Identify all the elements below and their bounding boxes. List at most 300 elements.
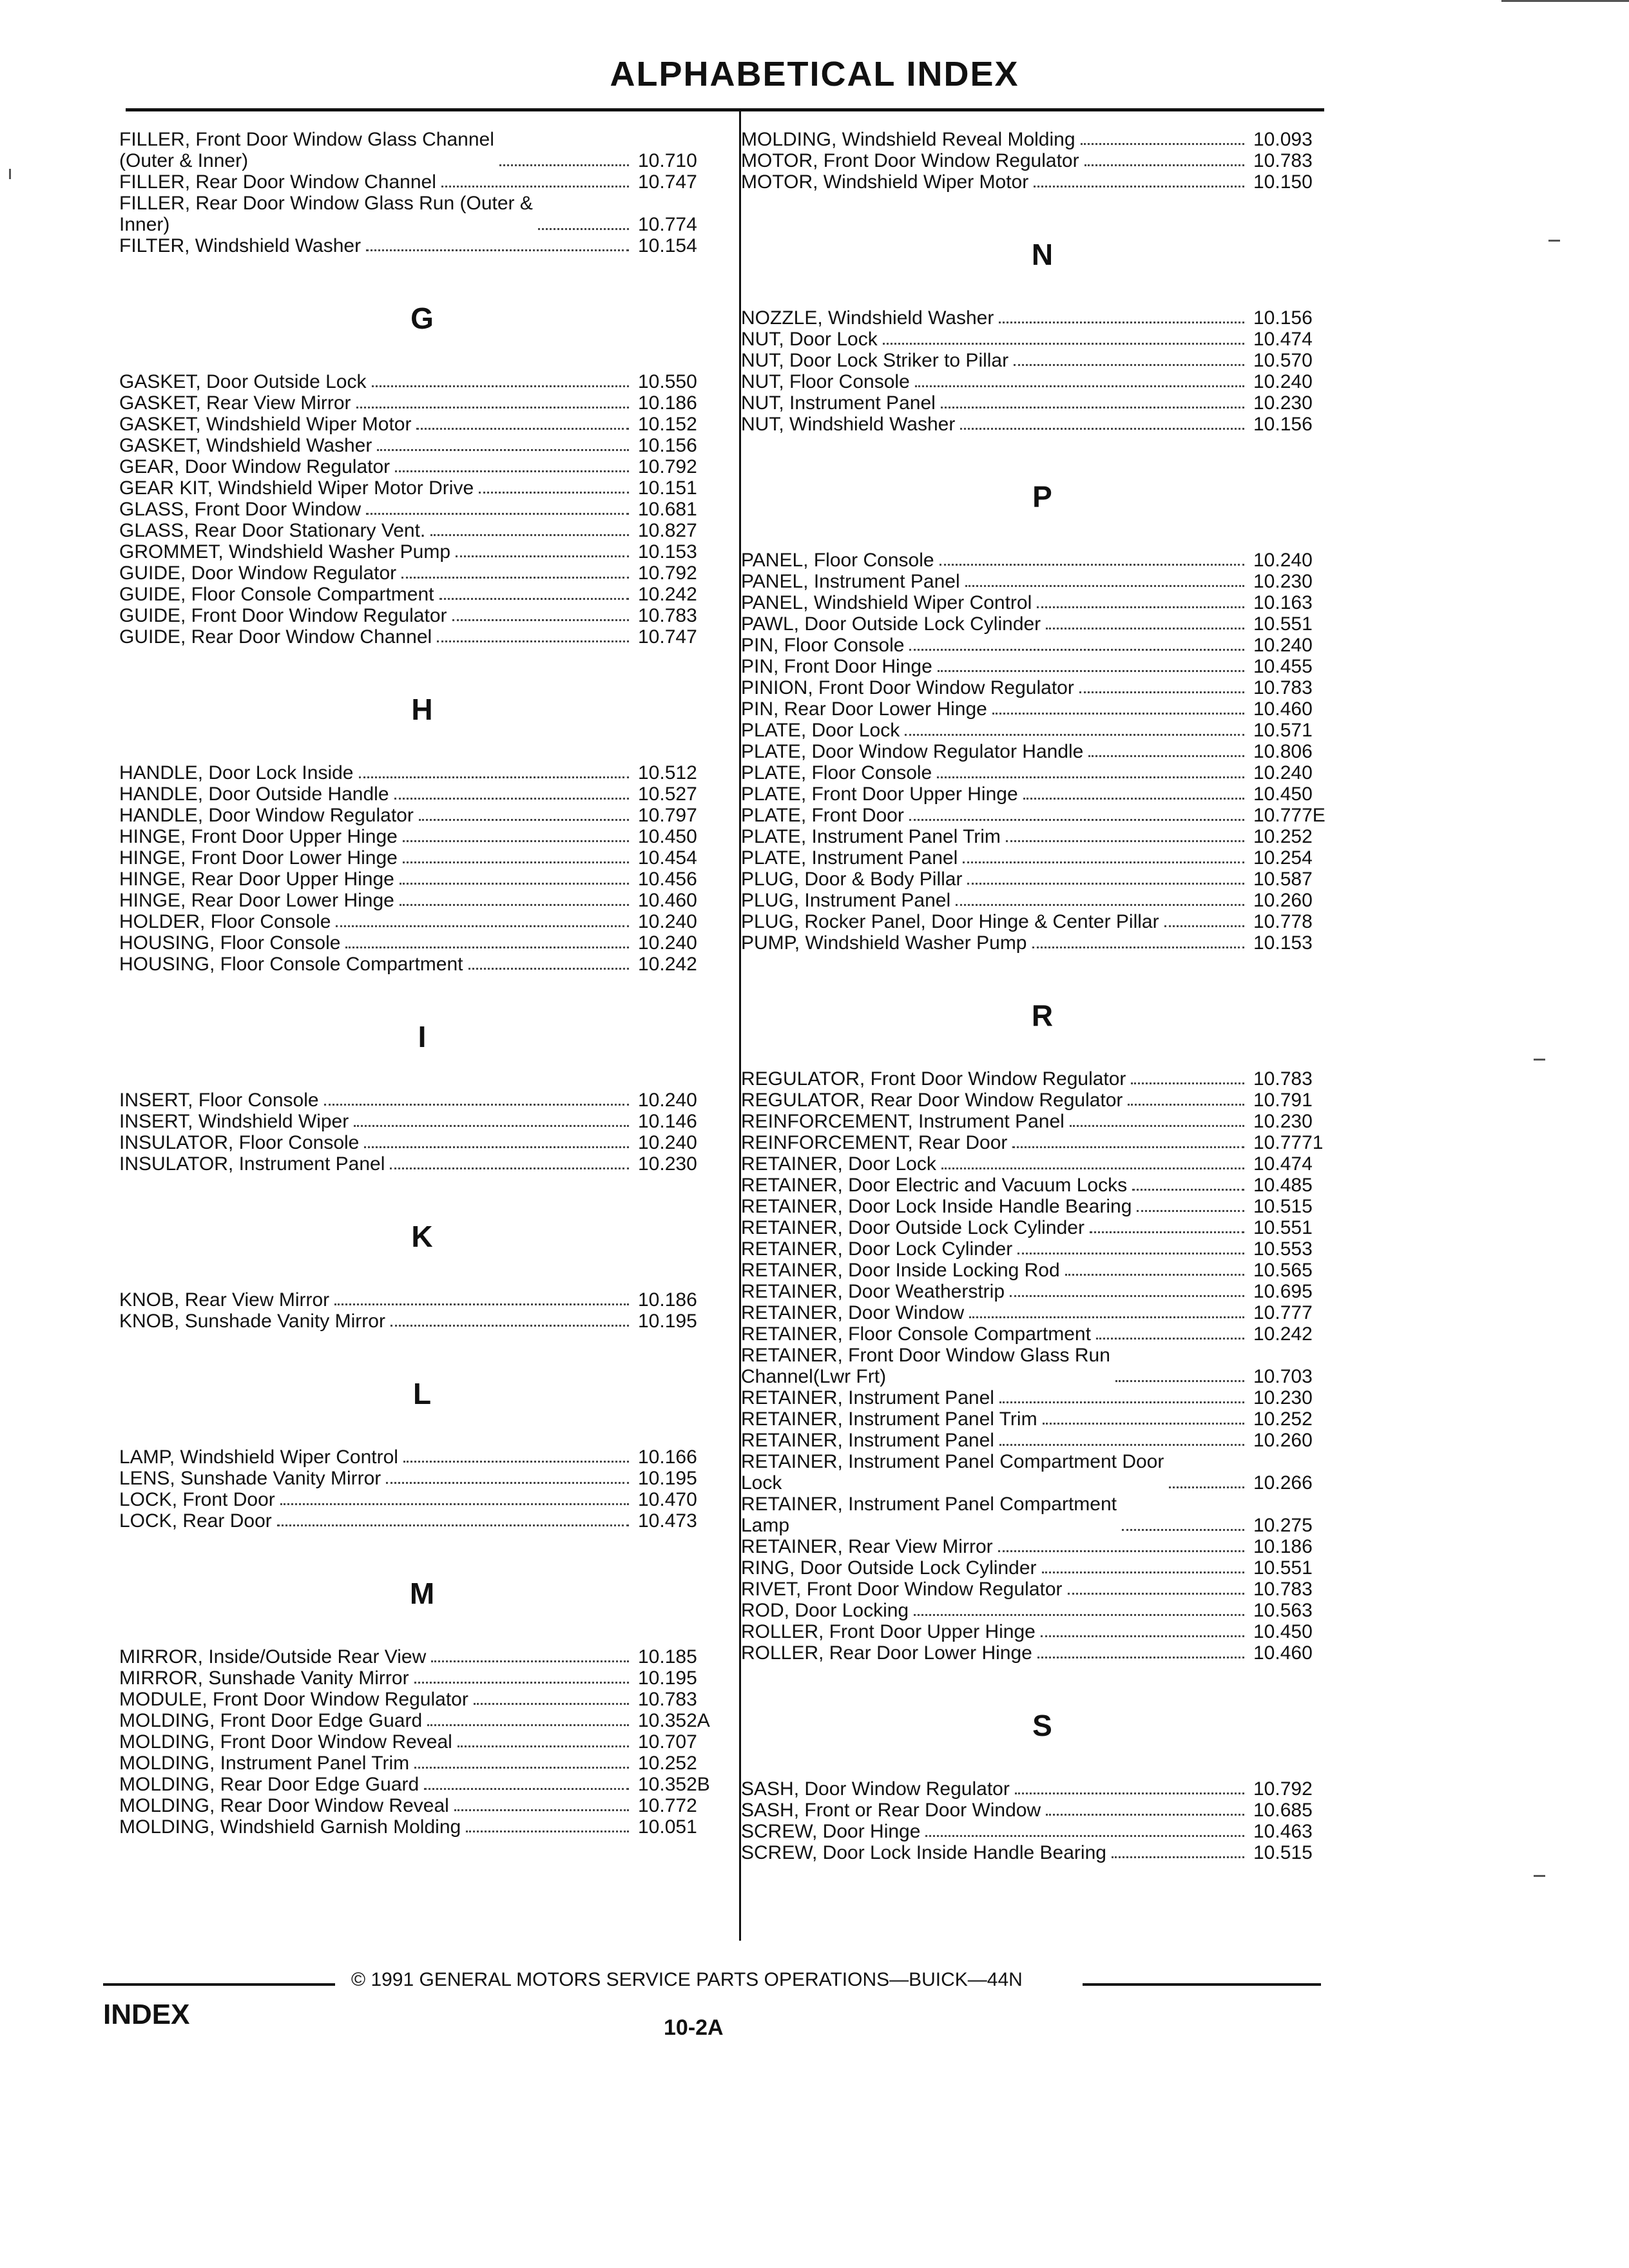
section-letter-heading: S bbox=[1032, 1709, 1052, 1742]
entry-text: PANEL, Windshield Wiper Control bbox=[741, 592, 1032, 613]
index-section bbox=[119, 1015, 725, 1175]
entry-text: ROLLER, Rear Door Lower Hinge bbox=[741, 1642, 1032, 1664]
dot-leader bbox=[1132, 1189, 1244, 1191]
index-entry bbox=[119, 235, 725, 256]
entry-text: NUT, Door Lock Striker to Pillar bbox=[741, 350, 1009, 371]
dot-leader bbox=[1079, 691, 1244, 693]
index-entry bbox=[741, 847, 1344, 869]
entry-page-ref: 10.707 bbox=[638, 1731, 697, 1753]
entry-page-ref: 10.474 bbox=[1253, 329, 1313, 350]
entry-text: RETAINER, Front Door Window Glass Run Channel(Lwr Frt) bbox=[741, 1345, 1110, 1387]
entry-page-ref: 10.153 bbox=[638, 541, 697, 562]
index-entry bbox=[741, 307, 1344, 329]
dot-leader bbox=[937, 776, 1244, 778]
entry-text: HOLDER, Floor Console bbox=[119, 911, 331, 932]
entry-page-ref: 10.703 bbox=[1253, 1366, 1313, 1387]
dot-leader bbox=[909, 819, 1244, 821]
entry-text: REINFORCEMENT, Instrument Panel bbox=[741, 1111, 1065, 1132]
index-entry bbox=[741, 1778, 1344, 1800]
entry-page-ref: 10.252 bbox=[638, 1753, 697, 1774]
dot-leader bbox=[441, 186, 629, 187]
entry-text: MOLDING, Windshield Reveal Molding bbox=[741, 129, 1075, 150]
entry-text: RETAINER, Instrument Panel bbox=[741, 1387, 994, 1408]
entry-text: NUT, Door Lock bbox=[741, 329, 878, 350]
index-entry bbox=[741, 1494, 1344, 1536]
entry-page-ref: 10.352A bbox=[638, 1710, 710, 1731]
index-entry bbox=[741, 1281, 1344, 1302]
entry-page-ref: 10.550 bbox=[638, 371, 697, 392]
index-section bbox=[741, 129, 1344, 193]
entry-page-ref: 10.240 bbox=[638, 932, 697, 954]
index-entry bbox=[119, 954, 725, 975]
entry-text: KNOB, Sunshade Vanity Mirror bbox=[119, 1311, 385, 1332]
index-entry bbox=[741, 1579, 1344, 1600]
dot-leader bbox=[1131, 1082, 1244, 1084]
dot-leader bbox=[1014, 364, 1244, 366]
dot-leader bbox=[430, 534, 629, 536]
entry-text: FILLER, Rear Door Window Channel bbox=[119, 171, 436, 193]
dot-leader bbox=[1041, 1635, 1244, 1637]
entry-text: RETAINER, Instrument Panel Compartment Door Lock bbox=[741, 1451, 1164, 1494]
entry-page-ref: 10.463 bbox=[1253, 1821, 1313, 1842]
index-entry bbox=[119, 435, 725, 456]
entry-text: INSULATOR, Floor Console bbox=[119, 1132, 360, 1153]
dot-leader bbox=[324, 1104, 629, 1106]
entry-page-ref: 10.783 bbox=[1253, 1579, 1313, 1600]
section-letter-heading: N bbox=[1031, 238, 1054, 271]
entry-text: REINFORCEMENT, Rear Door bbox=[741, 1132, 1008, 1153]
dot-leader bbox=[999, 322, 1244, 323]
entry-text: NUT, Windshield Washer bbox=[741, 414, 956, 435]
index-entry bbox=[119, 499, 725, 520]
index-entry bbox=[741, 592, 1344, 613]
entry-page-ref: 10.565 bbox=[1253, 1260, 1313, 1281]
dot-leader bbox=[499, 164, 629, 166]
entry-text: PUMP, Windshield Washer Pump bbox=[741, 932, 1027, 954]
entry-text: GUIDE, Front Door Window Regulator bbox=[119, 605, 447, 626]
entry-text: MOLDING, Rear Door Window Reveal bbox=[119, 1795, 449, 1816]
entry-text: SCREW, Door Lock Inside Handle Bearing bbox=[741, 1842, 1106, 1863]
entry-text: SASH, Front or Rear Door Window bbox=[741, 1800, 1041, 1821]
dot-leader bbox=[1017, 1253, 1244, 1254]
entry-page-ref: 10.153 bbox=[1253, 932, 1313, 954]
index-entry bbox=[741, 783, 1344, 805]
entry-text: HINGE, Front Door Upper Hinge bbox=[119, 826, 398, 847]
section-letter-heading: P bbox=[1032, 480, 1052, 514]
entry-text: RIVET, Front Door Window Regulator bbox=[741, 1579, 1063, 1600]
entry-page-ref: 10.450 bbox=[1253, 783, 1313, 805]
entry-page-ref: 10.777 bbox=[1253, 1302, 1313, 1323]
index-entry bbox=[741, 414, 1344, 435]
index-entry bbox=[119, 477, 725, 499]
dot-leader bbox=[1068, 1593, 1244, 1595]
index-section bbox=[741, 1704, 1344, 1863]
dot-leader bbox=[366, 249, 629, 251]
index-entry bbox=[741, 1408, 1344, 1430]
index-entry bbox=[119, 1667, 725, 1689]
entry-page-ref: 10.460 bbox=[1253, 698, 1313, 720]
index-entry bbox=[119, 1111, 725, 1132]
index-entry bbox=[119, 171, 725, 193]
footer-rule-left bbox=[103, 1983, 335, 1986]
entry-text: ROLLER, Front Door Upper Hinge bbox=[741, 1621, 1036, 1642]
index-entry bbox=[741, 1238, 1344, 1260]
entry-text: PLATE, Front Door bbox=[741, 805, 904, 826]
entry-page-ref: 10.186 bbox=[638, 392, 697, 414]
index-entry bbox=[119, 1731, 725, 1753]
dot-leader bbox=[334, 1303, 629, 1305]
entry-page-ref: 10.454 bbox=[638, 847, 697, 869]
entry-text: RETAINER, Floor Console Compartment bbox=[741, 1323, 1091, 1345]
section-letter-heading: R bbox=[1031, 999, 1054, 1032]
entry-page-ref: 10.783 bbox=[638, 605, 697, 626]
index-entry bbox=[119, 1816, 725, 1838]
index-section bbox=[119, 296, 725, 648]
index-section bbox=[119, 687, 725, 975]
entry-page-ref: 10.240 bbox=[638, 1132, 697, 1153]
entry-text: HANDLE, Door Lock Inside bbox=[119, 762, 354, 783]
entry-text: NUT, Floor Console bbox=[741, 371, 910, 392]
entry-text: RETAINER, Instrument Panel Compartment Lamp bbox=[741, 1494, 1117, 1536]
entry-text: GEAR, Door Window Regulator bbox=[119, 456, 390, 477]
entry-page-ref: 10.456 bbox=[638, 869, 697, 890]
index-entry bbox=[119, 869, 725, 890]
entry-text: MOLDING, Front Door Window Reveal bbox=[119, 1731, 452, 1753]
dot-leader bbox=[364, 1146, 629, 1148]
entry-page-ref: 10.352B bbox=[638, 1774, 710, 1795]
index-entry bbox=[119, 1795, 725, 1816]
entry-text: PLATE, Instrument Panel Trim bbox=[741, 826, 1001, 847]
index-entry bbox=[741, 329, 1344, 350]
dot-leader bbox=[390, 1168, 629, 1169]
dot-leader bbox=[1128, 1104, 1244, 1106]
entry-page-ref: 10.791 bbox=[1253, 1090, 1313, 1111]
dot-leader bbox=[354, 1125, 629, 1127]
entry-text: HANDLE, Door Outside Handle bbox=[119, 783, 389, 805]
dot-leader bbox=[1034, 186, 1244, 187]
index-entry bbox=[741, 392, 1344, 414]
index-entry bbox=[741, 698, 1344, 720]
index-entry bbox=[741, 1153, 1344, 1175]
entry-text: GUIDE, Floor Console Compartment bbox=[119, 584, 434, 605]
dot-leader bbox=[377, 449, 629, 451]
index-entry bbox=[741, 550, 1344, 571]
entry-text: INSERT, Windshield Wiper bbox=[119, 1111, 349, 1132]
entry-text: SASH, Door Window Regulator bbox=[741, 1778, 1010, 1800]
entry-text: GLASS, Front Door Window bbox=[119, 499, 361, 520]
index-entry bbox=[119, 392, 725, 414]
entry-page-ref: 10.695 bbox=[1253, 1281, 1313, 1302]
index-entry bbox=[119, 826, 725, 847]
entry-text: LENS, Sunshade Vanity Mirror bbox=[119, 1468, 381, 1489]
section-letter-heading: K bbox=[411, 1220, 433, 1253]
index-entry bbox=[741, 1600, 1344, 1621]
entry-text: REGULATOR, Rear Door Window Regulator bbox=[741, 1090, 1123, 1111]
index-entry bbox=[119, 890, 725, 911]
dot-leader bbox=[905, 734, 1244, 736]
dot-leader bbox=[419, 819, 629, 821]
dot-leader bbox=[960, 428, 1244, 430]
entry-page-ref: 10.777E bbox=[1253, 805, 1325, 826]
dot-leader bbox=[1006, 840, 1244, 842]
dot-leader bbox=[1137, 1210, 1244, 1212]
entry-page-ref: 10.240 bbox=[1253, 762, 1313, 783]
entry-text: MOLDING, Front Door Edge Guard bbox=[119, 1710, 423, 1731]
entry-text: PLATE, Floor Console bbox=[741, 762, 932, 783]
entry-page-ref: 10.230 bbox=[638, 1153, 697, 1175]
entry-text: HINGE, Front Door Lower Hinge bbox=[119, 847, 398, 869]
index-entry bbox=[119, 371, 725, 392]
entry-page-ref: 10.827 bbox=[638, 520, 697, 541]
dot-leader bbox=[424, 1788, 629, 1790]
index-entry bbox=[741, 1345, 1344, 1387]
dot-leader bbox=[1023, 798, 1244, 800]
entry-page-ref: 10.515 bbox=[1253, 1842, 1313, 1863]
index-entry bbox=[119, 932, 725, 954]
index-entry bbox=[119, 1153, 725, 1175]
dot-leader bbox=[414, 1682, 629, 1684]
entry-text: MOLDING, Instrument Panel Trim bbox=[119, 1753, 410, 1774]
index-entry bbox=[119, 1446, 725, 1468]
dot-leader bbox=[366, 513, 629, 515]
entry-page-ref: 10.685 bbox=[1253, 1800, 1313, 1821]
dot-leader bbox=[403, 840, 629, 842]
entry-text: PIN, Floor Console bbox=[741, 635, 905, 656]
entry-text: NOZZLE, Windshield Washer bbox=[741, 307, 994, 329]
entry-text: RETAINER, Door Inside Locking Rod bbox=[741, 1260, 1060, 1281]
dot-leader bbox=[372, 385, 630, 387]
entry-text: PANEL, Floor Console bbox=[741, 550, 934, 571]
entry-text: PLATE, Door Window Regulator Handle bbox=[741, 741, 1084, 762]
scan-mark bbox=[1548, 240, 1560, 242]
entry-page-ref: 10.783 bbox=[1253, 1068, 1313, 1090]
dot-leader bbox=[538, 228, 629, 230]
entry-page-ref: 10.553 bbox=[1253, 1238, 1313, 1260]
entry-page-ref: 10.527 bbox=[638, 783, 697, 805]
dot-leader bbox=[1032, 947, 1245, 948]
index-entry bbox=[119, 762, 725, 783]
entry-page-ref: 10.252 bbox=[1253, 826, 1313, 847]
entry-text: GASKET, Windshield Washer bbox=[119, 435, 372, 456]
index-entry bbox=[741, 869, 1344, 890]
dot-leader bbox=[963, 861, 1244, 863]
dot-leader bbox=[998, 1550, 1244, 1552]
dot-leader bbox=[992, 713, 1244, 715]
entry-page-ref: 10.460 bbox=[638, 890, 697, 911]
dot-leader bbox=[1037, 1657, 1244, 1658]
index-entry bbox=[741, 1196, 1344, 1217]
entry-page-ref: 10.252 bbox=[1253, 1408, 1313, 1430]
section-letter-heading: M bbox=[409, 1577, 435, 1610]
dot-leader bbox=[336, 925, 629, 927]
index-entry bbox=[741, 635, 1344, 656]
entry-text: PLATE, Front Door Upper Hinge bbox=[741, 783, 1018, 805]
entry-page-ref: 10.242 bbox=[638, 954, 697, 975]
dot-leader bbox=[280, 1503, 629, 1505]
dot-leader bbox=[999, 1401, 1244, 1403]
dot-leader bbox=[458, 1745, 629, 1747]
dot-leader bbox=[394, 798, 629, 800]
index-entry bbox=[741, 613, 1344, 635]
index-entry bbox=[741, 890, 1344, 911]
index-entry bbox=[119, 1468, 725, 1489]
dot-leader bbox=[1164, 925, 1244, 927]
entry-page-ref: 10.151 bbox=[638, 477, 697, 499]
dot-leader bbox=[386, 1482, 629, 1484]
entry-page-ref: 10.551 bbox=[1253, 1217, 1313, 1238]
entry-page-ref: 10.460 bbox=[1253, 1642, 1313, 1664]
entry-page-ref: 10.154 bbox=[638, 235, 697, 256]
index-entry bbox=[119, 1646, 725, 1667]
index-entry bbox=[741, 1090, 1344, 1111]
index-entry bbox=[119, 193, 725, 235]
dot-leader bbox=[965, 585, 1244, 587]
entry-text: RETAINER, Door Lock bbox=[741, 1153, 936, 1175]
index-entry bbox=[741, 1557, 1344, 1579]
entry-page-ref: 10.551 bbox=[1253, 613, 1313, 635]
index-entry bbox=[741, 1621, 1344, 1642]
entry-page-ref: 10.792 bbox=[1253, 1778, 1313, 1800]
entry-text: HANDLE, Door Window Regulator bbox=[119, 805, 414, 826]
entry-page-ref: 10.156 bbox=[638, 435, 697, 456]
entry-text: LAMP, Windshield Wiper Control bbox=[119, 1446, 398, 1468]
entry-text: NUT, Instrument Panel bbox=[741, 392, 936, 414]
index-section bbox=[119, 1372, 725, 1532]
footer-rule-right bbox=[1083, 1983, 1321, 1986]
index-entry bbox=[741, 571, 1344, 592]
entry-page-ref: 10.230 bbox=[1253, 1387, 1313, 1408]
entry-text: KNOB, Rear View Mirror bbox=[119, 1289, 330, 1311]
index-entry bbox=[741, 656, 1344, 677]
index-entry bbox=[741, 805, 1344, 826]
dot-leader bbox=[431, 1660, 629, 1662]
entry-page-ref: 10.266 bbox=[1253, 1472, 1313, 1494]
entry-text: RETAINER, Door Lock Cylinder bbox=[741, 1238, 1013, 1260]
entry-text: GLASS, Rear Door Stationary Vent. bbox=[119, 520, 426, 541]
index-entry bbox=[741, 129, 1344, 150]
index-entry bbox=[119, 541, 725, 562]
index-entry bbox=[119, 911, 725, 932]
entry-text: FILLER, Rear Door Window Glass Run (Outer & Inner) bbox=[119, 193, 533, 235]
entry-text: GUIDE, Door Window Regulator bbox=[119, 562, 397, 584]
index-entry bbox=[741, 1800, 1344, 1821]
dot-leader bbox=[439, 598, 630, 600]
entry-page-ref: 10.146 bbox=[638, 1111, 697, 1132]
entry-page-ref: 10.450 bbox=[1253, 1621, 1313, 1642]
dot-leader bbox=[400, 904, 629, 906]
dot-leader bbox=[403, 1461, 629, 1463]
entry-page-ref: 10.150 bbox=[1253, 171, 1313, 193]
page-title: ALPHABETICAL INDEX bbox=[610, 55, 1019, 93]
entry-text: MOLDING, Windshield Garnish Molding bbox=[119, 1816, 461, 1838]
dot-leader bbox=[1015, 1792, 1244, 1794]
index-entry bbox=[119, 1132, 725, 1153]
dot-leader bbox=[1096, 1338, 1244, 1340]
index-section bbox=[741, 475, 1344, 954]
index-entry bbox=[119, 414, 725, 435]
entry-page-ref: 10.512 bbox=[638, 762, 697, 783]
entry-text: ROD, Door Locking bbox=[741, 1600, 909, 1621]
index-section bbox=[119, 129, 725, 256]
title-rule bbox=[126, 108, 1324, 111]
entry-page-ref: 10.240 bbox=[1253, 550, 1313, 571]
dot-leader bbox=[883, 343, 1244, 345]
index-entry bbox=[741, 720, 1344, 741]
index-entry bbox=[741, 1821, 1344, 1842]
entry-text: HINGE, Rear Door Lower Hinge bbox=[119, 890, 394, 911]
entry-text: PIN, Front Door Hinge bbox=[741, 656, 932, 677]
index-section bbox=[119, 1571, 725, 1838]
index-entry bbox=[741, 677, 1344, 698]
entry-page-ref: 10.681 bbox=[638, 499, 697, 520]
entry-text: HOUSING, Floor Console bbox=[119, 932, 341, 954]
entry-text: PAWL, Door Outside Lock Cylinder bbox=[741, 613, 1041, 635]
entry-page-ref: 10.563 bbox=[1253, 1600, 1313, 1621]
entry-text: LOCK, Front Door bbox=[119, 1489, 275, 1510]
entry-text: PLUG, Instrument Panel bbox=[741, 890, 951, 911]
index-entry bbox=[741, 150, 1344, 171]
index-entry bbox=[119, 1311, 725, 1332]
index-entry bbox=[741, 826, 1344, 847]
entry-page-ref: 10.710 bbox=[638, 150, 697, 171]
entry-text: PLATE, Door Lock bbox=[741, 720, 900, 741]
index-entry bbox=[741, 932, 1344, 954]
entry-page-ref: 10.163 bbox=[1253, 592, 1313, 613]
dot-leader bbox=[1046, 628, 1244, 629]
scan-mark bbox=[1534, 1059, 1545, 1061]
dot-leader bbox=[967, 883, 1244, 885]
dot-leader bbox=[940, 564, 1244, 566]
entry-text: RETAINER, Door Weatherstrip bbox=[741, 1281, 1005, 1302]
entry-text: MOTOR, Windshield Wiper Motor bbox=[741, 171, 1029, 193]
dot-leader bbox=[456, 555, 629, 557]
dot-leader bbox=[941, 1168, 1244, 1169]
index-entry bbox=[119, 783, 725, 805]
entry-text: MIRROR, Inside/Outside Rear View bbox=[119, 1646, 427, 1667]
dot-leader bbox=[356, 407, 629, 408]
dot-leader bbox=[395, 470, 629, 472]
index-entry bbox=[741, 762, 1344, 783]
entry-page-ref: 10.797 bbox=[638, 805, 697, 826]
entry-page-ref: 10.240 bbox=[1253, 371, 1313, 392]
entry-text: RETAINER, Door Window bbox=[741, 1302, 965, 1323]
entry-page-ref: 10.185 bbox=[638, 1646, 697, 1667]
dot-leader bbox=[1012, 1146, 1244, 1148]
entry-text: GASKET, Door Outside Lock bbox=[119, 371, 367, 392]
entry-page-ref: 10.551 bbox=[1253, 1557, 1313, 1579]
index-entry bbox=[741, 1175, 1344, 1196]
dot-leader bbox=[1043, 1423, 1244, 1425]
dot-leader bbox=[345, 947, 629, 948]
dot-leader bbox=[914, 1614, 1244, 1616]
index-entry bbox=[119, 1774, 725, 1795]
entry-text: MOLDING, Rear Door Edge Guard bbox=[119, 1774, 419, 1795]
dot-leader bbox=[1169, 1486, 1244, 1488]
index-entry bbox=[741, 350, 1344, 371]
entry-page-ref: 10.774 bbox=[638, 214, 697, 235]
dot-leader bbox=[466, 1831, 629, 1832]
entry-text: GROMMET, Windshield Washer Pump bbox=[119, 541, 451, 562]
entry-text: HINGE, Rear Door Upper Hinge bbox=[119, 869, 394, 890]
index-entry bbox=[741, 1132, 1344, 1153]
dot-leader bbox=[416, 428, 629, 430]
dot-leader bbox=[401, 577, 629, 579]
index-entry bbox=[119, 1090, 725, 1111]
entry-text: GASKET, Windshield Wiper Motor bbox=[119, 414, 412, 435]
dot-leader bbox=[403, 861, 629, 863]
entry-page-ref: 10.474 bbox=[1253, 1153, 1313, 1175]
index-entry bbox=[741, 1260, 1344, 1281]
